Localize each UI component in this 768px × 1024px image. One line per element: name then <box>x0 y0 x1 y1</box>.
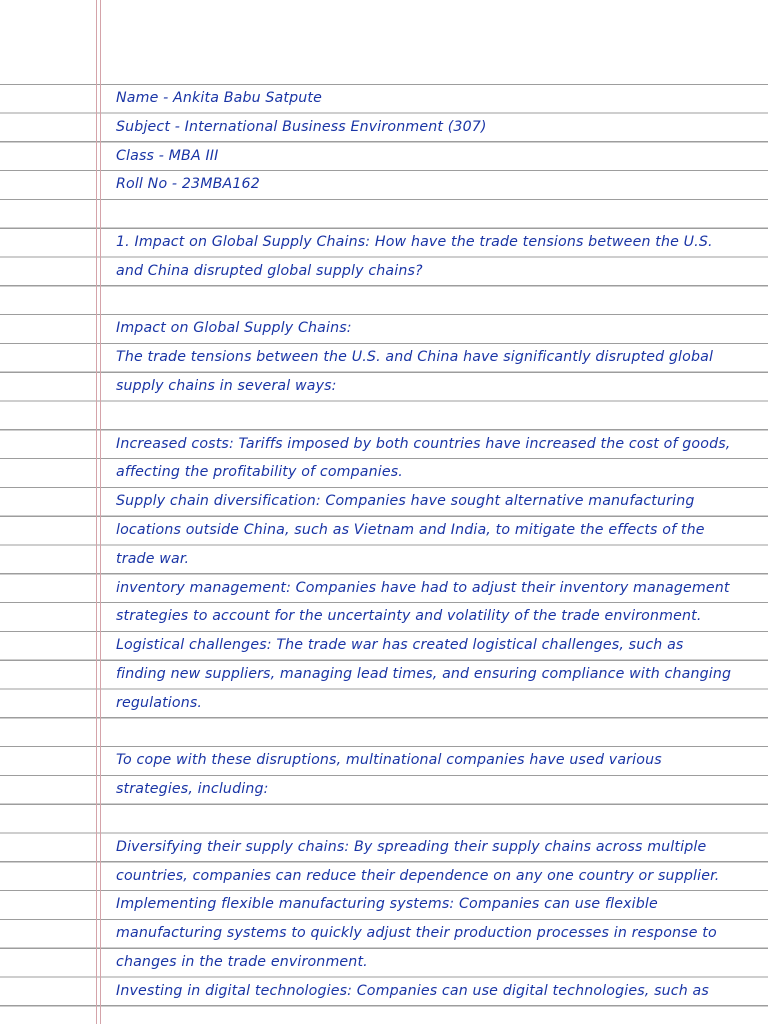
blank-line <box>116 199 756 228</box>
impact-line: affecting the profitability of companies. <box>116 464 403 481</box>
impact-line: locations outside China, such as Vietnam and India, to mitigate the effects of the <box>116 521 705 538</box>
impact-line: regulations. <box>116 694 203 711</box>
student-name: Name - Ankita Babu Satpute <box>116 90 323 106</box>
impact-line: Logistical challenges: The trade war has created logistical challenges, such as <box>116 637 684 654</box>
strategy-line: Diversifying their supply chains: By spreading their supply chains across multiple <box>116 838 707 855</box>
margin-line-right <box>100 0 101 1024</box>
blank-line <box>116 401 756 430</box>
impact-line: strategies to account for the uncertainty and volatility of the trade environment. <box>116 608 702 625</box>
subject-line: Subject - International Business Environment (307) <box>116 118 487 135</box>
strategy-line: manufacturing systems to quickly adjust their production processes in response to <box>116 925 717 942</box>
strategies-intro-line: To cope with these disruptions, multinational companies have used various <box>116 752 662 769</box>
handwritten-text <box>116 84 756 1006</box>
impact-line: inventory management: Companies have had to adjust their inventory management <box>116 579 730 596</box>
impact-line: trade war. <box>116 550 190 567</box>
blank-line <box>116 718 756 747</box>
question-line: and China disrupted global supply chains? <box>116 262 423 279</box>
strategies-intro-line: strategies, including: <box>116 781 269 798</box>
class-line: Class - MBA III <box>116 147 219 164</box>
strategy-line: Investing in digital technologies: Companies can use digital technologies, such as <box>116 982 709 999</box>
impact-line: Supply chain diversification: Companies have sought alternative manufacturing <box>116 493 695 510</box>
answer-heading: Impact on Global Supply Chains: <box>116 320 352 337</box>
answer-intro-line: The trade tensions between the U.S. and China have significantly disrupted global <box>116 349 714 366</box>
question-line: 1. Impact on Global Supply Chains: How have the trade tensions between the U.S. <box>116 233 713 250</box>
blank-line <box>116 286 756 315</box>
impact-line: Increased costs: Tariffs imposed by both countries have increased the cost of goods, <box>116 435 731 452</box>
strategy-line: Implementing flexible manufacturing systems: Companies can use flexible <box>116 896 658 913</box>
blank-line <box>116 804 756 833</box>
roll-number-line: Roll No - 23MBA162 <box>116 176 260 193</box>
answer-intro-line: supply chains in several ways: <box>116 377 337 394</box>
margin-line-left <box>96 0 97 1024</box>
strategy-line: countries, companies can reduce their dependence on any one country or supplier. <box>116 867 720 884</box>
strategy-line: changes in the trade environment. <box>116 953 368 970</box>
impact-line: finding new suppliers, managing lead times, and ensuring compliance with changing <box>116 665 732 682</box>
